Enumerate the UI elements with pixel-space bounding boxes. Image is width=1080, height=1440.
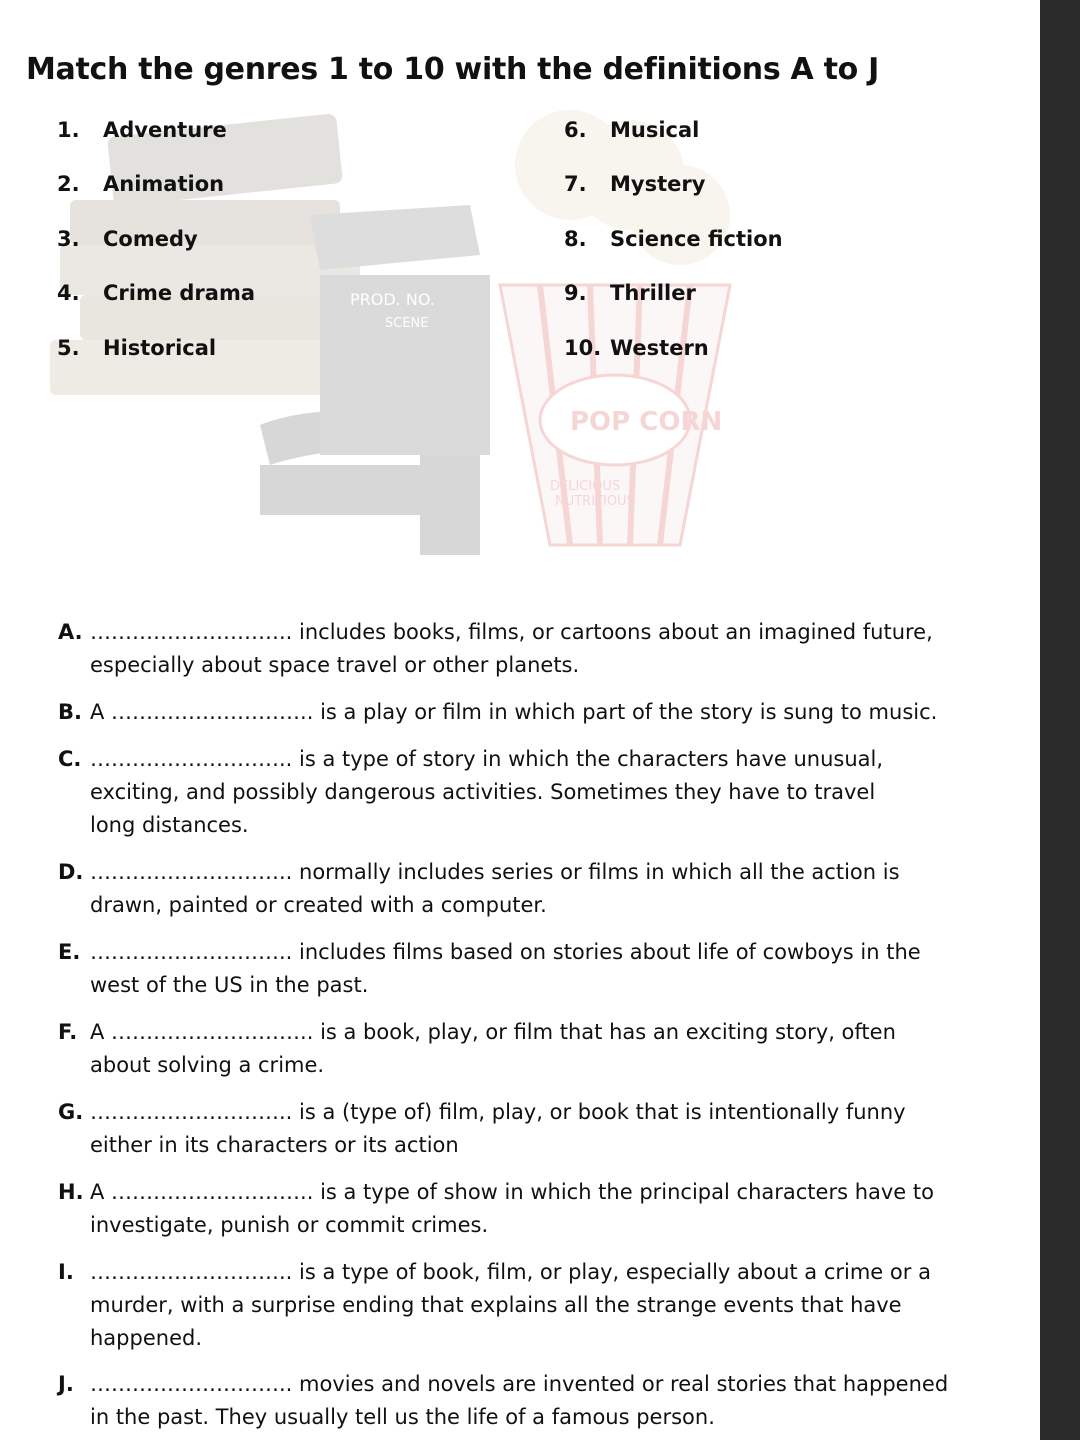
dark-side-strip	[1040, 0, 1080, 1440]
definition-line1: A ……………………….. is a type of show in which the principal characters have to	[90, 1180, 934, 1204]
genre-item-7: 7. Mystery	[564, 172, 706, 196]
definition-letter: E.	[58, 940, 81, 964]
definition-line1: A ……………………….. is a play or film in which part of the story is sung to music.	[90, 700, 938, 724]
genre-label: Historical	[103, 336, 217, 360]
genre-item-3: 3. Comedy	[57, 227, 198, 251]
genre-item-4: 4. Crime drama	[57, 281, 256, 305]
definition-rest: about solving a crime.	[90, 1053, 325, 1077]
genre-label: Mystery	[610, 172, 706, 196]
box-text-nutritious: NUTRITIOUS	[555, 494, 635, 509]
definition-line1: ……………………….. normally includes series or films in which all the action is	[90, 860, 900, 884]
definition-rest: murder, with a surprise ending that explains all the strange events that have happened.	[90, 1293, 902, 1350]
box-text-delicious: DELICIOUS	[550, 479, 621, 494]
genre-item-9: 9. Thriller	[564, 281, 696, 305]
popcorn-text: POP CORN	[570, 407, 723, 437]
genre-item-2: 2. Animation	[57, 172, 225, 196]
definition-rest: in the past. They usually tell us the life of a famous person.	[90, 1405, 715, 1429]
genre-item-8: 8. Science fiction	[564, 227, 783, 251]
definition-f	[58, 1016, 998, 1082]
genre-item-10: 10. Western	[564, 336, 709, 360]
definition-rest: investigate, punish or commit crimes.	[90, 1213, 489, 1237]
definition-letter: J.	[58, 1372, 74, 1396]
definition-letter: F.	[58, 1020, 78, 1044]
definition-line1: ……………………….. includes films based on stories about life of cowboys in the	[90, 940, 921, 964]
definition-h	[58, 1176, 998, 1242]
definition-line1: ……………………….. is a (type of) film, play, or book that is intentionally funny	[90, 1100, 906, 1124]
definition-letter: C.	[58, 747, 82, 771]
genre-label: Comedy	[103, 227, 198, 251]
definition-line1: A ……………………….. is a book, play, or film that has an exciting story, often	[90, 1020, 896, 1044]
definition-j	[58, 1368, 998, 1434]
genre-item-6: 6. Musical	[564, 118, 700, 142]
genre-label: Crime drama	[103, 281, 256, 305]
genre-item-1: 1. Adventure	[57, 118, 227, 142]
definition-i	[58, 1256, 998, 1355]
definition-c	[58, 743, 998, 842]
definition-letter: G.	[58, 1100, 84, 1124]
definition-letter: B.	[58, 700, 82, 724]
clapper-text-scene: SCENE	[385, 316, 429, 331]
genre-label: Adventure	[103, 118, 227, 142]
definition-letter: A.	[58, 620, 83, 644]
definition-e	[58, 936, 998, 1002]
definition-line1: ……………………….. is a type of story in which the characters have unusual,	[90, 747, 884, 771]
genre-label: Thriller	[610, 281, 696, 305]
definition-rest: exciting, and possibly dangerous activities. Sometimes they have to travel long distances.	[90, 780, 876, 837]
definition-line1: ……………………….. includes books, films, or cartoons about an imagined future,	[90, 620, 933, 644]
clapperboard-icon	[310, 205, 490, 455]
definition-letter: I.	[58, 1260, 74, 1284]
definition-rest: either in its characters or its action	[90, 1133, 459, 1157]
definition-b	[58, 696, 998, 729]
page-title: Match the genres 1 to 10 with the definitions A to J	[26, 52, 879, 87]
clapper-text-prod: PROD. NO.	[350, 290, 435, 309]
definition-letter: H.	[58, 1180, 84, 1204]
genre-item-5: 5. Historical	[57, 336, 217, 360]
definition-letter: D.	[58, 860, 84, 884]
genre-label: Animation	[103, 172, 225, 196]
definition-rest: especially about space travel or other planets.	[90, 653, 580, 677]
definition-line1: ……………………….. movies and novels are invented or real stories that happened	[90, 1372, 949, 1396]
definition-g	[58, 1096, 998, 1162]
definition-a	[58, 616, 998, 682]
definition-line1: ……………………….. is a type of book, film, or play, especially about a crime or a	[90, 1260, 931, 1284]
genre-label: Musical	[610, 118, 700, 142]
genre-label: Science fiction	[610, 227, 783, 251]
definition-rest: west of the US in the past.	[90, 973, 369, 997]
genre-label: Western	[610, 336, 709, 360]
definition-rest: drawn, painted or created with a computer.	[90, 893, 547, 917]
definition-d	[58, 856, 998, 922]
